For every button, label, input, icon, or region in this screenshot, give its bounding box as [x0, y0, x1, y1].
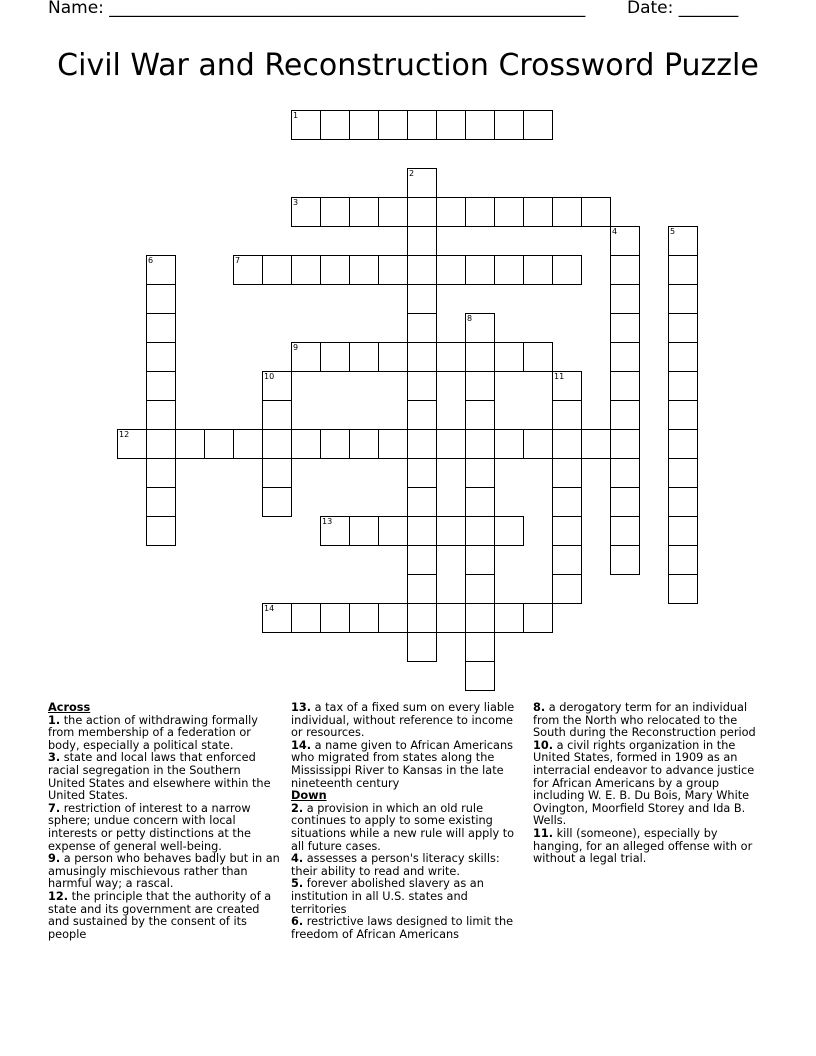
clue-number: 8 — [467, 314, 473, 323]
clues-column-1 — [48, 702, 281, 941]
clue-number: 3. — [48, 751, 61, 765]
down-clues-b — [533, 702, 767, 866]
grid-cell[interactable] — [552, 545, 582, 575]
across-clues-b — [291, 702, 525, 790]
grid-cell[interactable] — [523, 429, 553, 459]
grid-cell[interactable] — [436, 197, 466, 227]
grid-cell[interactable] — [465, 603, 495, 633]
grid-cell[interactable] — [610, 545, 640, 575]
grid-cell[interactable] — [291, 197, 321, 227]
grid-cell[interactable] — [407, 603, 437, 633]
grid-cell[interactable] — [552, 516, 582, 546]
grid-cell[interactable] — [349, 429, 379, 459]
grid-cell[interactable] — [465, 400, 495, 430]
clue-number: 7 — [235, 256, 241, 265]
clue-text: a tax of a fixed sum on every liable individual, without reference to income or resources. — [291, 701, 515, 740]
grid-cell[interactable] — [494, 429, 524, 459]
grid-cell[interactable] — [668, 574, 698, 604]
clue-number: 1. — [48, 713, 61, 727]
grid-cell[interactable] — [552, 574, 582, 604]
grid-cell[interactable] — [291, 603, 321, 633]
clue-item — [291, 916, 525, 941]
clue-text: a provision in which an old rule continues to apply to some existing situations while a new rule will apply to all future cases. — [291, 801, 515, 853]
grid-cell[interactable] — [523, 197, 553, 227]
grid-cell[interactable] — [146, 313, 176, 343]
grid-cell[interactable] — [291, 110, 321, 140]
grid-cell[interactable] — [668, 516, 698, 546]
grid-cell[interactable] — [407, 110, 437, 140]
grid-cell[interactable] — [262, 255, 292, 285]
clue-number: 11. — [533, 826, 554, 840]
grid-cell[interactable] — [465, 632, 495, 662]
grid-cell[interactable] — [552, 400, 582, 430]
clue-number: 13 — [322, 517, 333, 526]
clue-text: the action of withdrawing formally from membership of a federation or body, especially a political state. — [48, 713, 258, 752]
grid-cell[interactable] — [262, 400, 292, 430]
grid-cell[interactable] — [146, 516, 176, 546]
grid-cell[interactable] — [175, 429, 205, 459]
clue-number: 10. — [533, 738, 554, 752]
grid-cell[interactable] — [407, 487, 437, 517]
grid-cell[interactable] — [146, 255, 176, 285]
grid-cell[interactable] — [204, 429, 234, 459]
clue-text: forever abolished slavery as an institution in all U.S. states and territories — [291, 877, 484, 916]
clue-number: 4 — [612, 227, 618, 236]
grid-cell[interactable] — [610, 429, 640, 459]
across-clues-a — [48, 715, 281, 942]
grid-cell[interactable] — [407, 545, 437, 575]
grid-cell[interactable] — [668, 458, 698, 488]
clue-text: a person who behaves badly but in an amusingly mischievous rather than harmful way; a rascal. — [48, 852, 280, 891]
clue-text: assesses a person's literacy skills: their ability to read and write. — [291, 852, 500, 878]
grid-cell[interactable] — [146, 284, 176, 314]
grid-cell[interactable] — [407, 342, 437, 372]
clue-number: 9 — [293, 343, 299, 352]
clue-number: 13. — [291, 701, 312, 714]
grid-cell[interactable] — [668, 255, 698, 285]
grid-cell[interactable] — [494, 342, 524, 372]
grid-cell[interactable] — [610, 516, 640, 546]
grid-cell[interactable] — [262, 603, 292, 633]
grid-cell[interactable] — [320, 342, 350, 372]
grid-cell[interactable] — [262, 487, 292, 517]
grid-cell[interactable] — [552, 458, 582, 488]
grid-cell[interactable] — [407, 400, 437, 430]
across-heading: Across — [48, 701, 91, 714]
grid-cell[interactable] — [378, 255, 408, 285]
grid-cell[interactable] — [465, 487, 495, 517]
clue-number: 10 — [264, 372, 275, 381]
grid-cell[interactable] — [668, 487, 698, 517]
clue-number: 12. — [48, 889, 69, 903]
grid-cell[interactable] — [320, 516, 350, 546]
grid-cell[interactable] — [378, 342, 408, 372]
grid-cell[interactable] — [349, 603, 379, 633]
clue-number: 8. — [533, 701, 546, 714]
down-clues-a — [291, 803, 525, 942]
clues-column-3 — [533, 702, 767, 866]
clue-number: 5 — [670, 227, 676, 236]
grid-cell[interactable] — [320, 110, 350, 140]
grid-cell[interactable] — [291, 429, 321, 459]
grid-cell[interactable] — [407, 429, 437, 459]
clue-number: 12 — [119, 430, 130, 439]
clue-number: 6. — [291, 915, 304, 929]
grid-cell[interactable] — [146, 429, 176, 459]
grid-cell[interactable] — [465, 255, 495, 285]
clue-number: 4. — [291, 852, 304, 866]
grid-cell[interactable] — [465, 574, 495, 604]
grid-cell[interactable] — [552, 371, 582, 401]
grid-cell[interactable] — [407, 371, 437, 401]
grid-cell[interactable] — [349, 255, 379, 285]
clue-number: 1 — [293, 111, 299, 120]
grid-cell[interactable] — [465, 545, 495, 575]
grid-cell[interactable] — [581, 429, 611, 459]
clue-item — [48, 715, 281, 753]
clue-number: 14. — [291, 738, 312, 752]
grid-cell[interactable] — [291, 342, 321, 372]
clue-number: 11 — [554, 372, 565, 381]
grid-cell[interactable] — [349, 342, 379, 372]
grid-cell[interactable] — [320, 429, 350, 459]
clue-number: 7. — [48, 801, 61, 815]
clue-item — [533, 702, 767, 740]
clue-item — [291, 740, 525, 790]
grid-cell[interactable] — [233, 255, 263, 285]
grid-cell[interactable] — [407, 458, 437, 488]
grid-cell[interactable] — [610, 226, 640, 256]
grid-cell[interactable] — [494, 603, 524, 633]
grid-cell[interactable] — [146, 487, 176, 517]
clue-item — [291, 702, 525, 740]
grid-cell[interactable] — [262, 458, 292, 488]
down-heading: Down — [291, 789, 327, 803]
clue-item — [48, 752, 281, 802]
grid-cell[interactable] — [436, 255, 466, 285]
clue-item — [48, 803, 281, 853]
grid-cell[interactable] — [117, 429, 147, 459]
grid-cell[interactable] — [523, 255, 553, 285]
clue-text: the principle that the authority of a state and its government are created and sustained by the consent of its people — [48, 889, 272, 941]
grid-cell[interactable] — [668, 313, 698, 343]
clue-item — [291, 878, 525, 916]
clue-item — [48, 853, 281, 891]
grid-cell[interactable] — [610, 313, 640, 343]
grid-cell[interactable] — [291, 255, 321, 285]
clue-number: 9. — [48, 852, 61, 866]
grid-cell[interactable] — [552, 197, 582, 227]
grid-cell[interactable] — [610, 342, 640, 372]
grid-cell[interactable] — [494, 110, 524, 140]
clue-item — [533, 828, 767, 866]
grid-cell[interactable] — [407, 313, 437, 343]
grid-cell[interactable] — [436, 342, 466, 372]
grid-cell[interactable] — [668, 400, 698, 430]
grid-cell[interactable] — [407, 255, 437, 285]
grid-cell[interactable] — [610, 284, 640, 314]
clue-number: 2. — [291, 801, 304, 815]
grid-cell[interactable] — [610, 371, 640, 401]
grid-cell[interactable] — [465, 197, 495, 227]
grid-cell[interactable] — [668, 371, 698, 401]
grid-cell[interactable] — [320, 197, 350, 227]
grid-cell[interactable] — [552, 429, 582, 459]
grid-cell[interactable] — [465, 342, 495, 372]
grid-cell[interactable] — [146, 400, 176, 430]
grid-cell[interactable] — [146, 371, 176, 401]
clue-number: 3 — [293, 198, 299, 207]
clue-number: 2 — [409, 169, 415, 178]
clue-text: a derogatory term for an individual from the North who relocated to the South during the Reconstruction period — [533, 701, 756, 740]
grid-cell[interactable] — [552, 487, 582, 517]
grid-cell[interactable] — [494, 197, 524, 227]
clue-text: restriction of interest to a narrow sphere; undue concern with local interests or petty distinctions at the expense of general well-being. — [48, 801, 251, 853]
clue-number: 14 — [264, 604, 275, 613]
grid-cell[interactable] — [407, 632, 437, 662]
grid-cell[interactable] — [610, 400, 640, 430]
grid-cell[interactable] — [668, 226, 698, 256]
name-field[interactable]: Name: ________________________________________________________ — [48, 0, 586, 18]
grid-cell[interactable] — [436, 110, 466, 140]
grid-cell[interactable] — [262, 371, 292, 401]
clue-item — [48, 891, 281, 941]
date-field[interactable]: Date: _______ — [627, 0, 739, 18]
grid-cell[interactable] — [523, 342, 553, 372]
grid-cell[interactable] — [668, 429, 698, 459]
grid-cell[interactable] — [465, 661, 495, 691]
grid-cell[interactable] — [407, 516, 437, 546]
grid-cell[interactable] — [233, 429, 263, 459]
grid-cell[interactable] — [349, 197, 379, 227]
grid-cell[interactable] — [436, 516, 466, 546]
grid-cell[interactable] — [407, 226, 437, 256]
clue-text: restrictive laws designed to limit the freedom of African Americans — [291, 915, 514, 941]
page-title: Civil War and Reconstruction Crossword Puzzle — [57, 48, 759, 83]
grid-cell[interactable] — [465, 458, 495, 488]
grid-cell[interactable] — [349, 110, 379, 140]
grid-cell[interactable] — [552, 255, 582, 285]
grid-cell[interactable] — [378, 516, 408, 546]
grid-cell[interactable] — [668, 284, 698, 314]
grid-cell[interactable] — [436, 603, 466, 633]
grid-cell[interactable] — [378, 110, 408, 140]
grid-cell[interactable] — [378, 429, 408, 459]
clue-item — [291, 853, 525, 878]
grid-cell[interactable] — [465, 516, 495, 546]
clue-item — [533, 740, 767, 828]
clue-text: a name given to African Americans who migrated from states along the Mississippi River to Kansas in the late nineteenth century — [291, 738, 513, 790]
grid-cell[interactable] — [349, 516, 379, 546]
grid-cell[interactable] — [610, 255, 640, 285]
grid-cell[interactable] — [436, 429, 466, 459]
grid-cell[interactable] — [407, 574, 437, 604]
grid-cell[interactable] — [407, 284, 437, 314]
clue-item — [291, 803, 525, 853]
grid-cell[interactable] — [610, 487, 640, 517]
grid-cell[interactable] — [523, 110, 553, 140]
grid-cell[interactable] — [378, 603, 408, 633]
grid-cell[interactable] — [465, 371, 495, 401]
grid-cell[interactable] — [523, 603, 553, 633]
clue-text: state and local laws that enforced racial segregation in the Southern United States and elsewhere within the United States. — [48, 751, 271, 803]
grid-cell[interactable] — [610, 458, 640, 488]
clue-text: kill (someone), especially by hanging, for an alleged offense with or without a legal trial. — [533, 826, 753, 866]
grid-cell[interactable] — [465, 429, 495, 459]
grid-cell[interactable] — [465, 313, 495, 343]
grid-cell[interactable] — [146, 342, 176, 372]
grid-cell[interactable] — [465, 110, 495, 140]
grid-cell[interactable] — [146, 458, 176, 488]
grid-cell[interactable] — [407, 168, 437, 198]
grid-cell[interactable] — [494, 516, 524, 546]
clue-number: 5. — [291, 877, 304, 891]
grid-cell[interactable] — [494, 255, 524, 285]
grid-cell[interactable] — [378, 197, 408, 227]
grid-cell[interactable] — [262, 429, 292, 459]
grid-cell[interactable] — [320, 603, 350, 633]
clue-number: 6 — [148, 256, 154, 265]
clue-text: a civil rights organization in the United States, formed in 1909 as an interracial endeavor to advance justice for African Americans by a group including W. E. B. Du Bois, Mary White Ovington, Moorfield Storey and Ida B. Wells. — [533, 738, 755, 828]
grid-cell[interactable] — [668, 545, 698, 575]
clues-column-2 — [291, 702, 525, 941]
grid-cell[interactable] — [668, 342, 698, 372]
grid-cell[interactable] — [581, 197, 611, 227]
grid-cell[interactable] — [320, 255, 350, 285]
grid-cell[interactable] — [407, 197, 437, 227]
